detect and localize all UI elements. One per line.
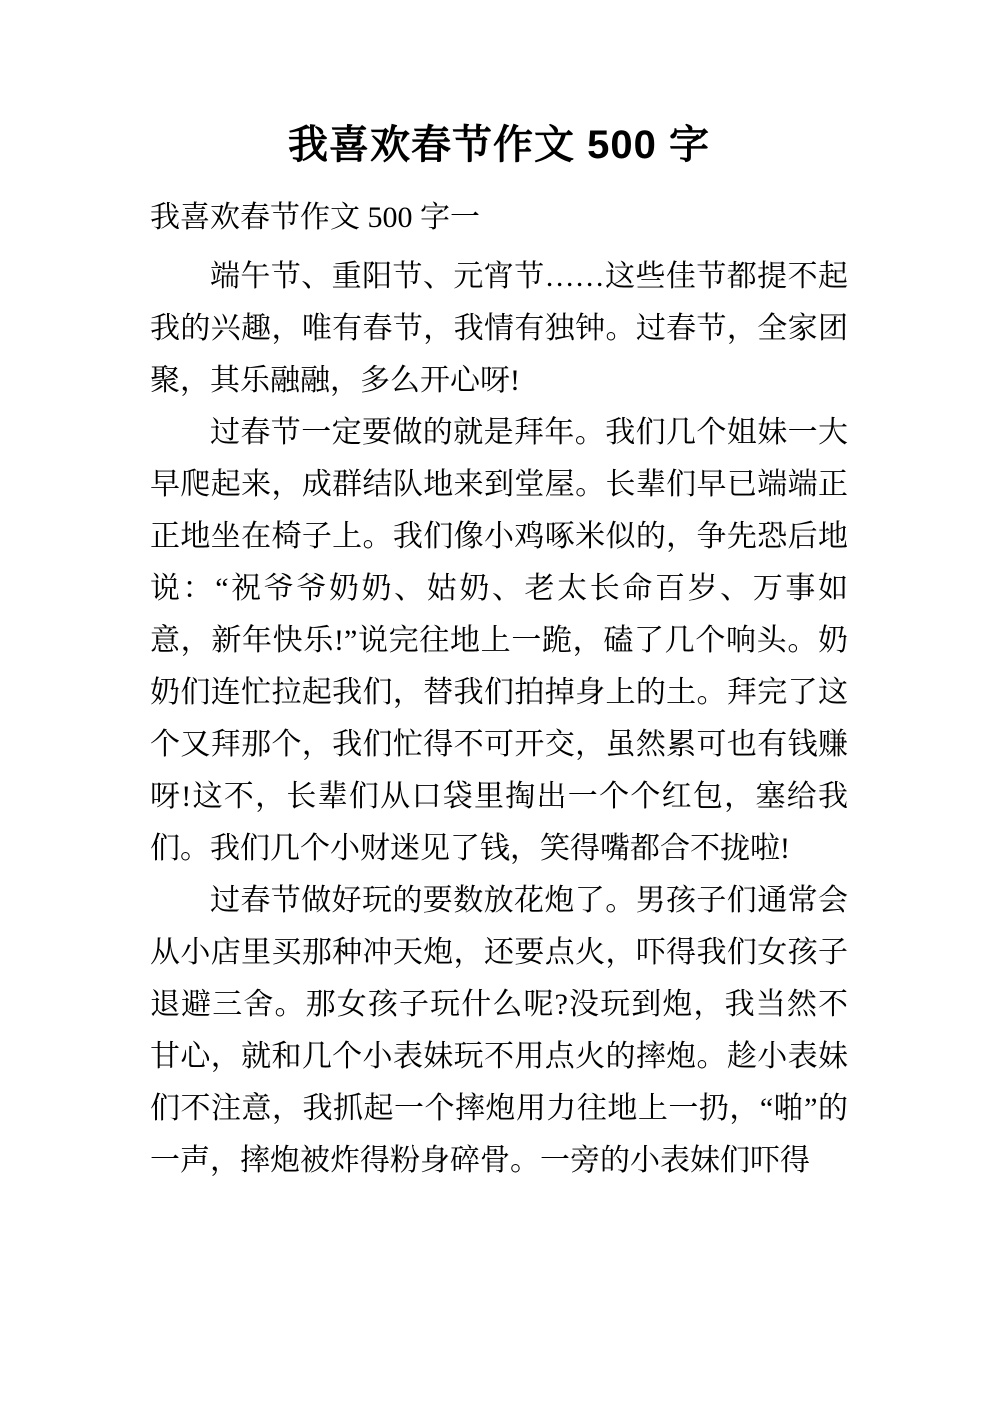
body-paragraph-3: 过春节做好玩的要数放花炮了。男孩子们通常会从小店里买那种冲天炮，还要点火，吓得我们女孩子退避三舍。那女孩子玩什么呢?没玩到炮，我当然不甘心，就和几个小表妹玩不用点火的摔炮。趁小表妹们不注意，我抓起一个摔炮用力往地上一扔，“啪”的一声，摔炮被炸得粉身碎骨。一旁的小表妹们吓得 [150,884,848,1177]
document-title: 我喜欢春节作文 500 字 [288,123,710,167]
body-paragraph-2: 过春节一定要做的就是拜年。我们几个姐妹一大早爬起来，成群结队地来到堂屋。长辈们早已端端正正地坐在椅子上。我们像小鸡啄米似的，争先恐后地说：“祝爷爷奶奶、姑奶、老太长命百岁、万事如意，新年快乐!”说完往地上一跪，磕了几个响头。奶奶们连忙拉起我们，替我们拍掉身上的土。拜完了这个又拜那个，我们忙得不可开交，虽然累可也有钱赚呀!这不，长辈们从口袋里掏出一个个红包，塞给我们。我们几个小财迷见了钱，笑得嘴都合不拢啦! [150,416,848,865]
document-content [150,0,848,1187]
body-paragraph-1: 端午节、重阳节、元宵节……这些佳节都提不起我的兴趣，唯有春节，我情有独钟。过春节，全家团聚，其乐融融，多么开心呀! [150,260,848,397]
subtitle-line: 我喜欢春节作文 500 字一 [150,201,480,234]
